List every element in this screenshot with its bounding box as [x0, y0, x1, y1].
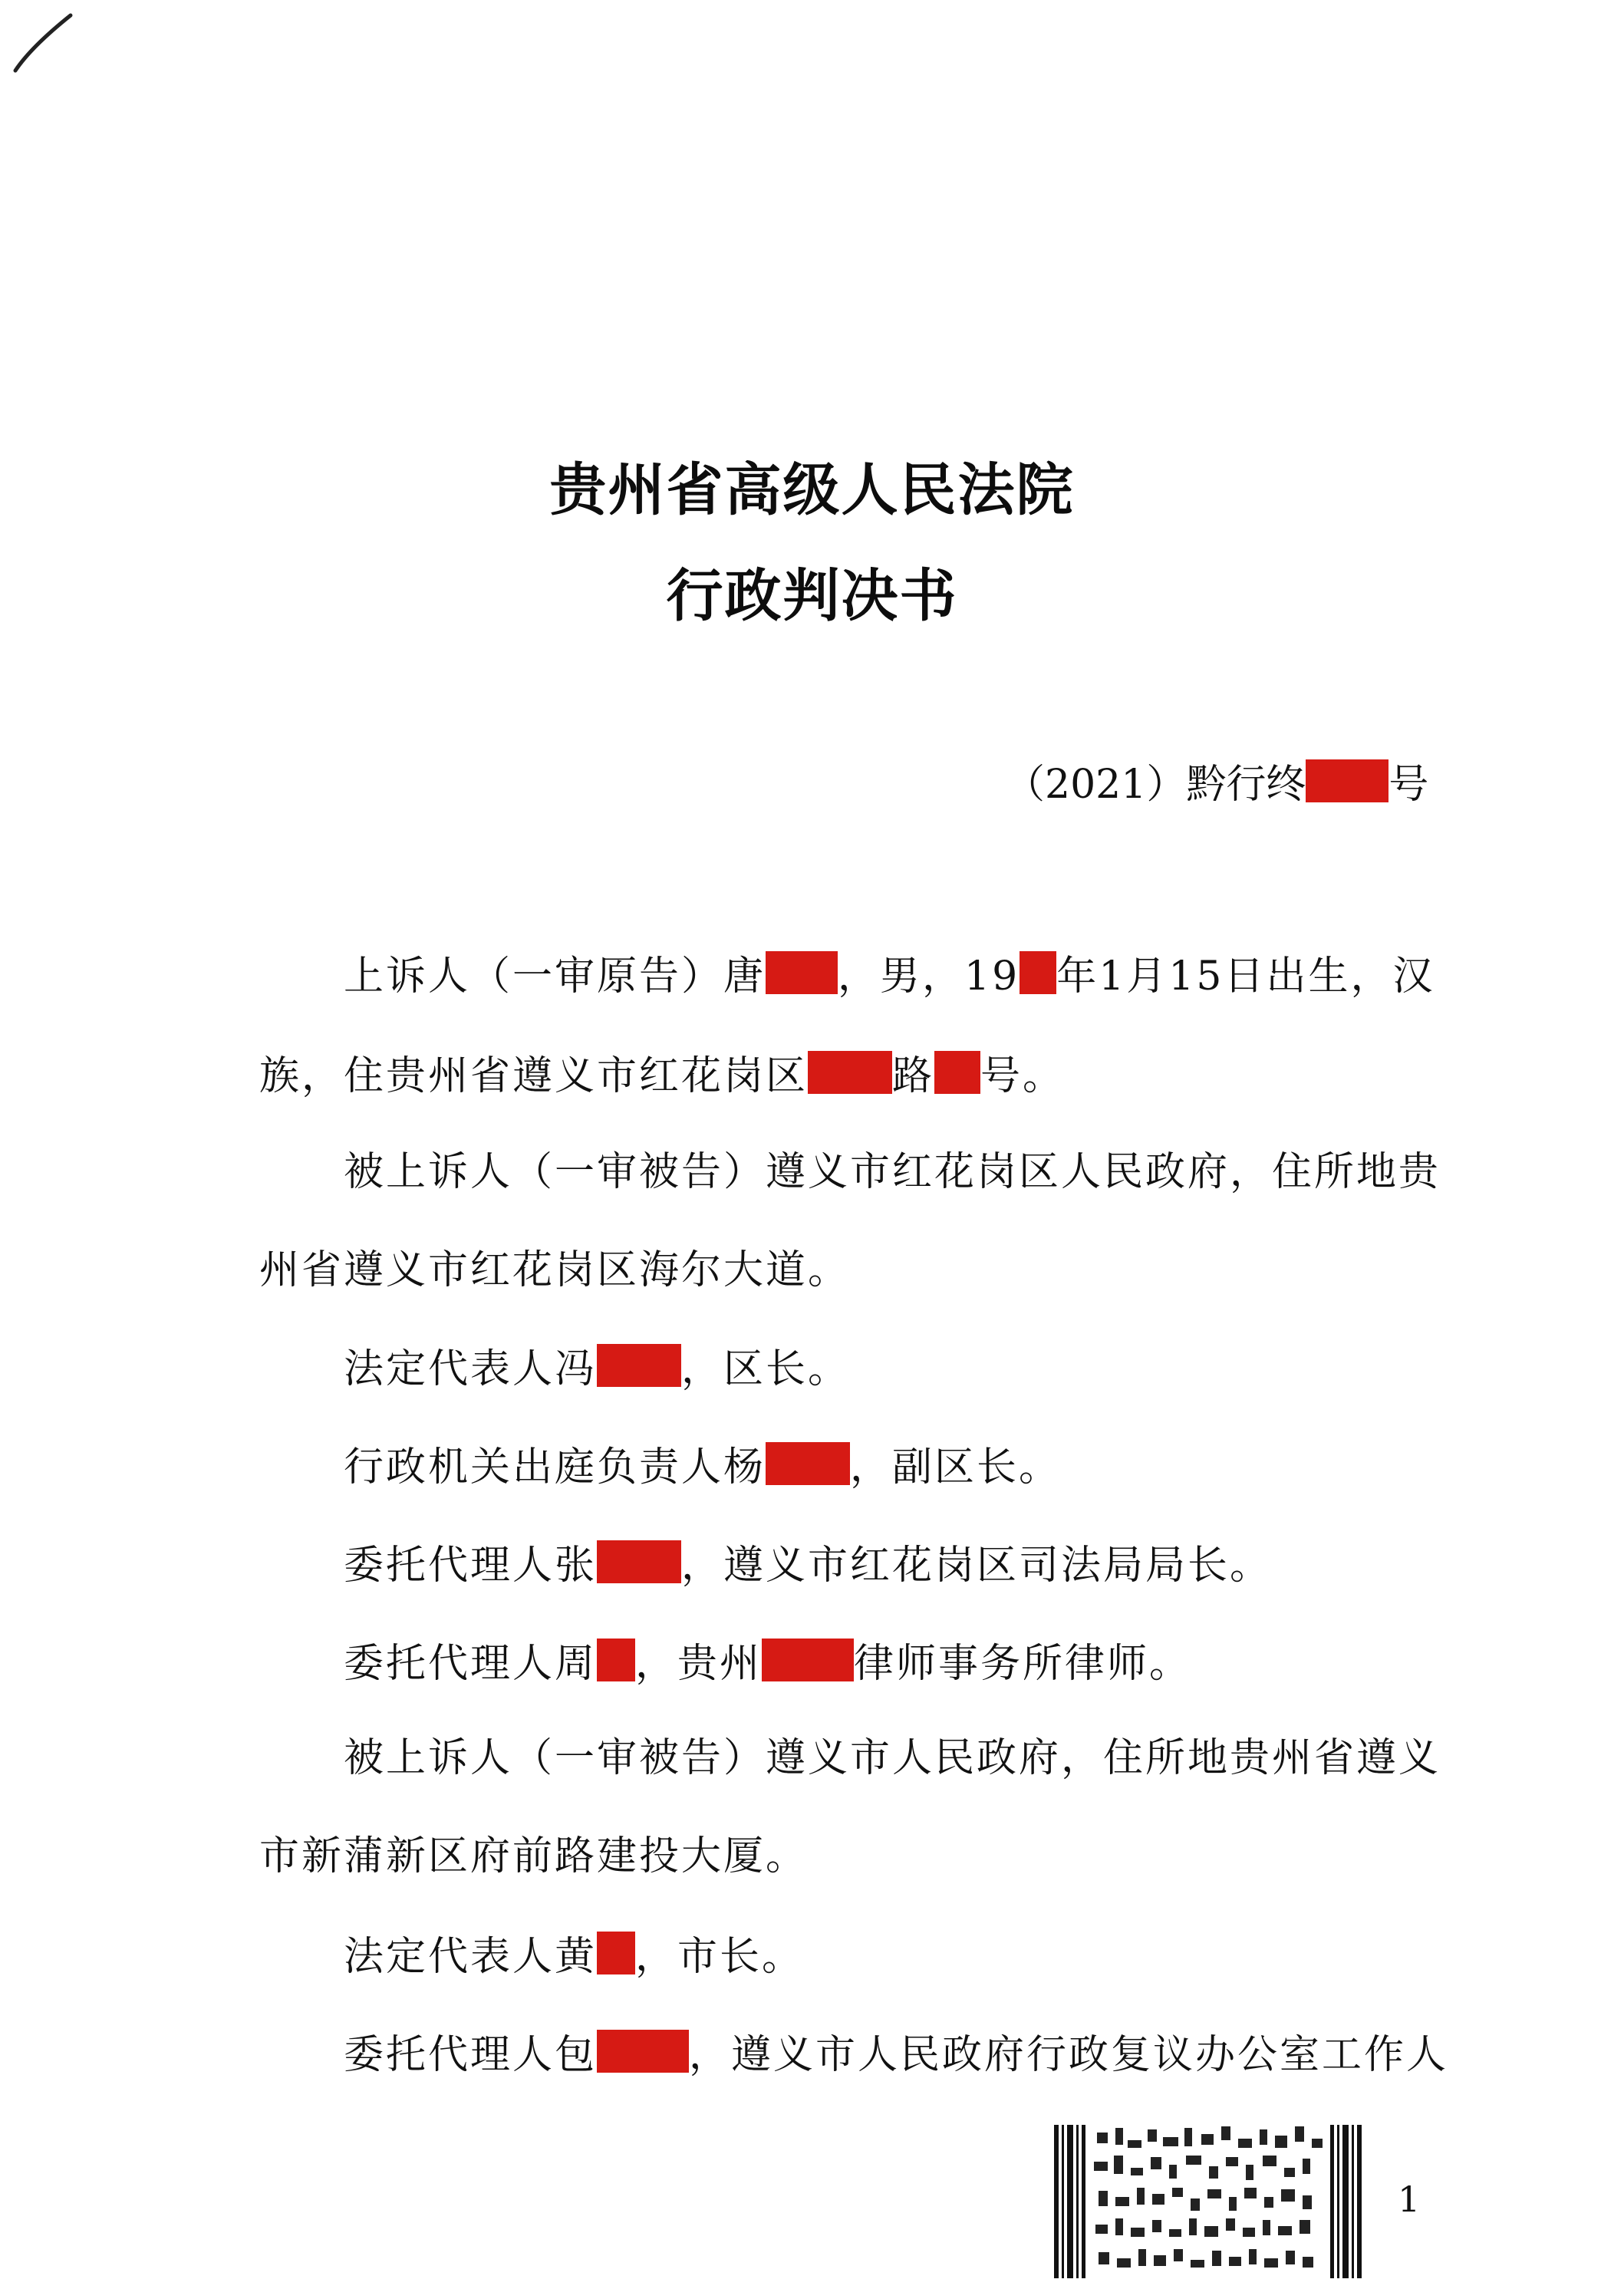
text-span: ，遵义市红花岗区司法局局长。: [681, 1543, 1273, 1589]
text-span: 委托代理人张: [344, 1543, 598, 1589]
redaction-block: [597, 1639, 635, 1681]
document-type: 行政判决书: [666, 563, 958, 629]
appellant-line-2: [259, 1051, 1065, 1099]
text-span: ，市长。: [635, 1934, 805, 1980]
text-span: 行政机关出庭负责人杨: [344, 1444, 766, 1490]
text-span: 上诉人（一审原告）唐: [344, 953, 766, 1000]
court-name: 贵州省高级人民法院: [549, 457, 1075, 523]
redaction-block: [597, 1344, 681, 1387]
case-number-suffix: 号: [1388, 762, 1429, 808]
text-span: 委托代理人周: [344, 1641, 598, 1687]
case-number-prefix: （2021）黔行终: [1005, 762, 1306, 808]
case-number: [1005, 752, 1428, 809]
text-span: 年1月15日出生，汉: [1056, 953, 1435, 1000]
text-span: ，副区长。: [850, 1444, 1062, 1490]
text-span: ，遵义市人民政府行政复议办公室工作人: [689, 2032, 1449, 2078]
redaction-block: [934, 1051, 980, 1094]
text-span: 族，住贵州省遵义市红花岗区: [259, 1053, 809, 1099]
text-span: 法定代表人黄: [344, 1934, 598, 1980]
appellee1-line-1: 被上诉人（一审被告）遵义市红花岗区人民政府，住所地贵: [344, 1149, 1441, 1195]
text-span: 委托代理人包: [344, 2032, 598, 2078]
barcode-image: [1051, 2117, 1373, 2286]
redaction-block: [597, 1932, 635, 1974]
agent-3: [344, 2030, 1448, 2078]
redaction-block: [762, 1639, 854, 1681]
legal-rep-1: [344, 1344, 850, 1392]
redaction-block: [766, 951, 838, 994]
text-span: 法定代表人冯: [344, 1346, 598, 1392]
text-span: ，贵州: [635, 1641, 763, 1687]
pen-stroke-mark: [9, 9, 78, 78]
text-span: 路: [892, 1053, 935, 1099]
appellee2-line-1: 被上诉人（一审被告）遵义市人民政府，住所地贵州省遵义: [344, 1735, 1441, 1781]
appellee2-line-2: 市新蒲新区府前路建投大厦。: [259, 1833, 809, 1879]
agent-1: [344, 1540, 1272, 1589]
text-span: ，男，19: [838, 953, 1020, 1000]
text-span: ，区长。: [681, 1346, 851, 1392]
text-span: 律师事务所律师。: [854, 1641, 1192, 1687]
redaction-block: [597, 1540, 681, 1583]
redaction-block: [1020, 951, 1056, 994]
redaction-block: [1306, 759, 1388, 802]
legal-rep-2: [344, 1932, 804, 1980]
agent-2: [344, 1639, 1191, 1687]
redaction-block: [808, 1051, 892, 1094]
redaction-block: [597, 2030, 689, 2073]
appellee1-line-2: 州省遵义市红花岗区海尔大道。: [259, 1247, 851, 1293]
text-span: 号。: [980, 1053, 1066, 1099]
court-officer: [344, 1442, 1061, 1490]
page-number: 1: [1398, 2179, 1421, 2220]
appellant-line-1: [344, 951, 1435, 1000]
redaction-block: [766, 1442, 850, 1485]
